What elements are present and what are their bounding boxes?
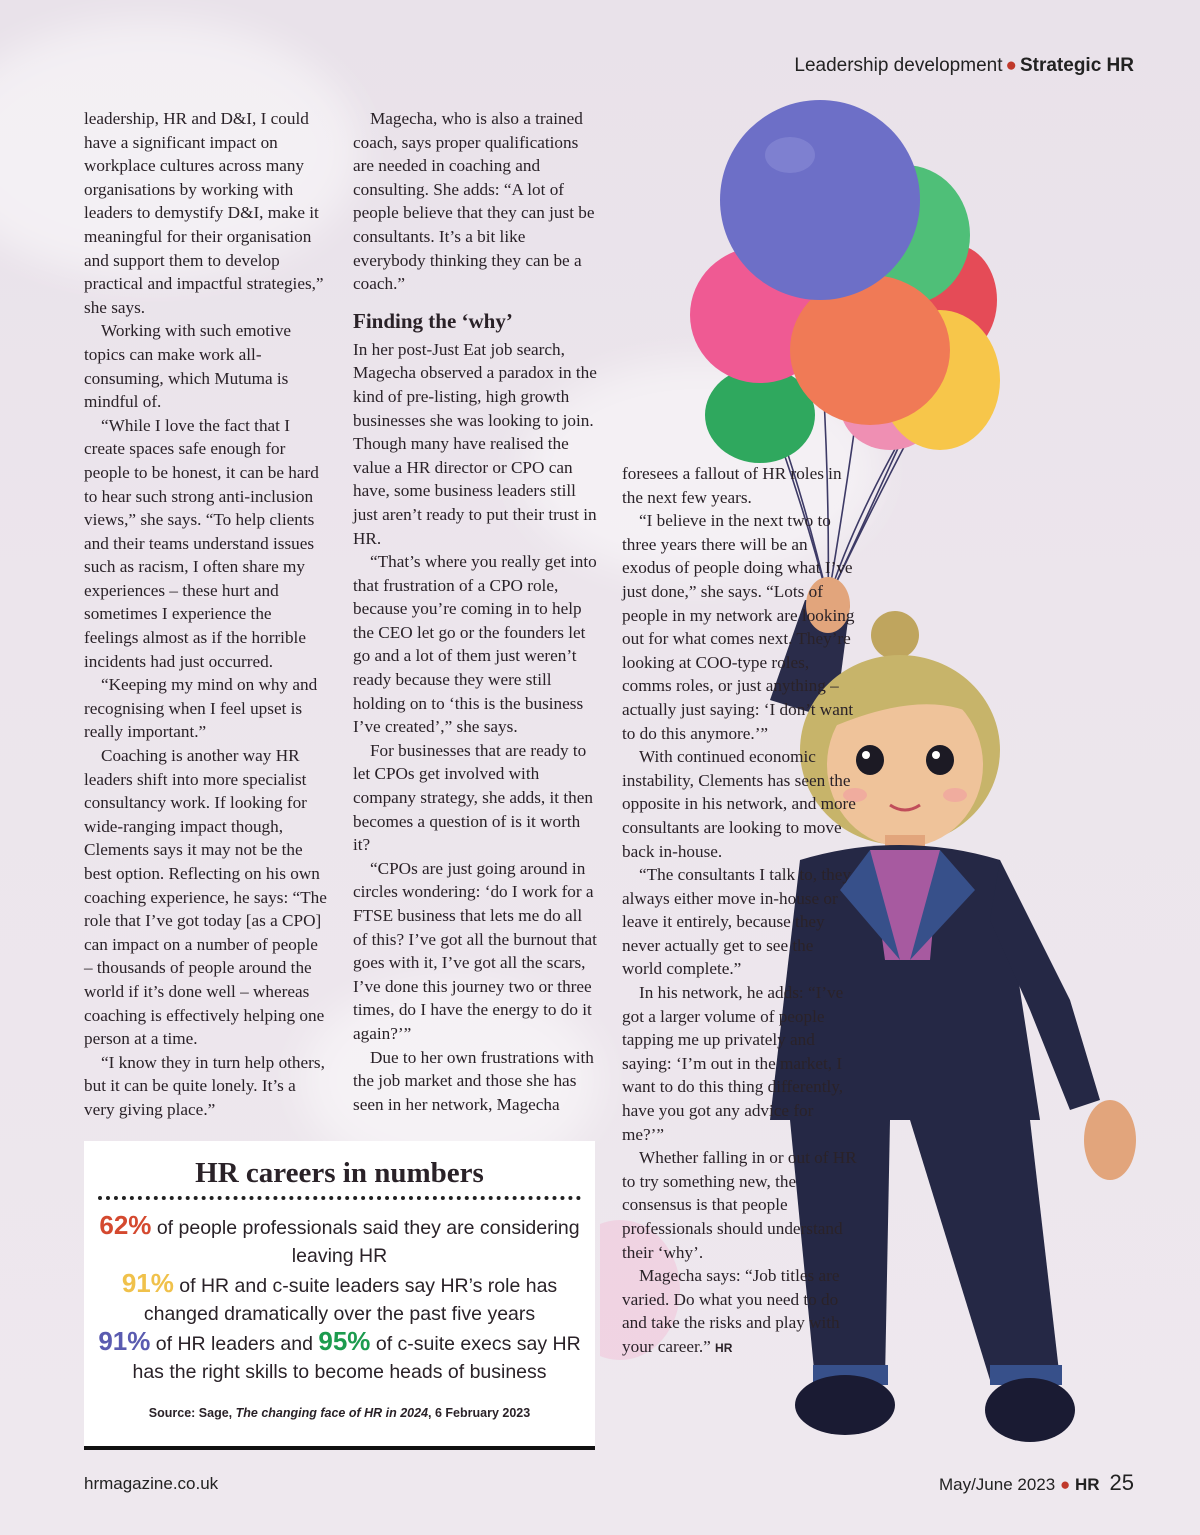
paragraph: “While I love the fact that I create spaces safe enough for people to be honest, it can be hard to hear such strong anti-inclusion views,” she says. “To help clients and their teams understand issues such as racism, I often share my experiences – these hurt and sometimes I experience the feelings almost as if the horrible incidents had just occurred. bbox=[84, 415, 319, 671]
stat-text: of c-suite execs say HR has the right skills to become heads of business bbox=[132, 1333, 581, 1383]
paragraph: Coaching is another way HR leaders shift into more specialist consultancy work. If looking for wide-ranging impact though, Clements says it may not be the best option. Reflecting on his own coaching experience, he says: “The role that I’ve got today [as a CPO] can impact on a number of people – thousands of people around the world if it’s done well – whereas coaching is effectively helping one person at a time. bbox=[84, 746, 327, 1049]
source-citation bbox=[84, 1406, 595, 1420]
source-date: , 6 February 2023 bbox=[428, 1406, 531, 1420]
eye-shine bbox=[862, 751, 870, 759]
paragraph: Working with such emotive topics can make work all-consuming, which Mutuma is mindful of. bbox=[84, 321, 292, 412]
source-prefix: Source: Sage, bbox=[148, 1406, 236, 1420]
right-eye bbox=[926, 745, 954, 775]
source-title: The changing face of HR in 2024 bbox=[235, 1406, 429, 1420]
blue-balloon bbox=[720, 100, 920, 300]
hair-bun bbox=[871, 611, 919, 659]
right-hand bbox=[1084, 1100, 1136, 1180]
paragraph: “Keeping my mind on why and recognising when I feel upset is really important.” bbox=[84, 675, 318, 742]
paragraph bbox=[622, 1264, 857, 1360]
paragraph: In her post-Just Eat job search, Magecha observed a paradox in the kind of pre-listing, high growth businesses she was looking to join. Though many have realised the value a HR director or CPO can have, some business leaders still just aren’t ready to put their trust in HR. bbox=[353, 339, 597, 548]
bullet-dot-icon: ● bbox=[1059, 1475, 1071, 1494]
stat-value: 95% bbox=[318, 1326, 371, 1356]
stat-text: of HR leaders and bbox=[150, 1333, 319, 1355]
page-number: 25 bbox=[1109, 1470, 1134, 1495]
paragraph: “CPOs are just going around in circles wondering: ‘do I work for a FTSE business that lets me do all of this? I’ve got all the burnout that goes with it, I’ve got all the scars, I’ve done this journey two or three times, do I have the energy to do it again?’” bbox=[353, 858, 597, 1043]
stat-item bbox=[84, 1212, 595, 1270]
paragraph: In his network, he adds: “I’ve got a larger volume of people tapping me up privately and saying: ‘I’m out in the market, I want to do this thing differently, have you got any advice for me?’” bbox=[622, 983, 844, 1144]
eye-shine bbox=[932, 751, 940, 759]
page-footer bbox=[939, 1470, 1134, 1496]
article-column-2 bbox=[353, 107, 598, 1116]
issue-date: May/June 2023 bbox=[938, 1475, 1056, 1494]
paragraph: With continued economic instability, Clements has seen the opposite in his network, and more consultants are looking to move back in-house. bbox=[622, 747, 856, 861]
stat-value: 91% bbox=[98, 1326, 151, 1356]
balloon-highlight bbox=[765, 137, 815, 173]
paragraph: “That’s where you really get into that frustration of a CPO role, because you’re coming in to help the CEO let go or the founders let go and a lot of them just weren’t ready because they were still holding on to ‘this is the business I’ve created’,” she says. bbox=[353, 552, 597, 737]
stat-text: of people professionals said they are considering leaving HR bbox=[151, 1217, 580, 1267]
paragraph: For businesses that are ready to let CPOs get involved with company strategy, she adds, it then becomes a question of is it worth it? bbox=[353, 740, 593, 855]
section-label: Leadership development bbox=[794, 55, 1003, 76]
paragraph: leadership, HR and D&I, I could have a significant impact on workplace cultures across many organisations by working with leaders to demystify D&I, make it meaningful for their organisation and support them to develop practical and impactful strategies,” she says. bbox=[84, 109, 324, 317]
subheading: Finding the ‘why’ bbox=[353, 308, 513, 333]
cheek bbox=[943, 788, 967, 802]
right-shoe bbox=[985, 1378, 1075, 1442]
dotted-divider bbox=[98, 1196, 581, 1200]
stat-item bbox=[84, 1270, 595, 1328]
paragraph: Magecha, who is also a trained coach, says proper qualifications are needed in coaching and consulting. She adds: “A lot of people believe that they can just be consultants. It’s a bit like everybody thinking they can be a coach.” bbox=[353, 109, 595, 294]
paragraph: Whether falling in or out of HR to try something new, the consensus is that people professionals should understand their ‘why’. bbox=[622, 1148, 857, 1262]
stat-value: 62% bbox=[99, 1210, 152, 1240]
stats-box bbox=[84, 1141, 595, 1450]
bullet-dot-icon: ● bbox=[1005, 55, 1017, 76]
end-sign: HR bbox=[715, 1340, 733, 1355]
paragraph: foresees a fallout of HR roles in the next few years. bbox=[622, 464, 842, 507]
left-eye bbox=[856, 745, 884, 775]
closing-quote-text: Magecha says: “Job titles are varied. Do what you need to do and take the risks and play with your career.” bbox=[622, 1266, 840, 1356]
stat-text: of HR and c-suite leaders say HR’s role has changed dramatically over the past five years bbox=[143, 1275, 558, 1325]
article-column-1 bbox=[84, 107, 329, 1122]
left-shoe bbox=[795, 1375, 895, 1435]
brand-label: HR bbox=[1074, 1475, 1100, 1494]
stats-list bbox=[84, 1212, 595, 1386]
paragraph: “I know they in turn help others, but it can be quite lonely. It’s a very giving place.” bbox=[84, 1052, 325, 1119]
article-column-3 bbox=[622, 462, 857, 1361]
website-link[interactable]: hrmagazine.co.uk bbox=[84, 1474, 219, 1493]
paragraph: Due to her own frustrations with the job market and those she has seen in her network, Magecha bbox=[353, 1047, 594, 1114]
trouser-leg-right bbox=[910, 1120, 1060, 1380]
category-label: Strategic HR bbox=[1019, 55, 1134, 76]
stats-box-title: HR careers in numbers bbox=[195, 1157, 484, 1189]
stat-item bbox=[84, 1328, 595, 1386]
paragraph: “I believe in the next two to three years there will be an exodus of people doing what I’ve just done,” she says. “Lots of people in my network are looking out for what comes next. They’re looking at COO-type roles, comms roles, or just anything – actually just saying: ‘I don’t want to do this anymore.’” bbox=[622, 511, 855, 743]
stat-value: 91% bbox=[121, 1268, 174, 1298]
paragraph: “The consultants I talk to, they always either move in-house or leave it entirely, because they never actually get to see the world complete.” bbox=[622, 865, 851, 979]
